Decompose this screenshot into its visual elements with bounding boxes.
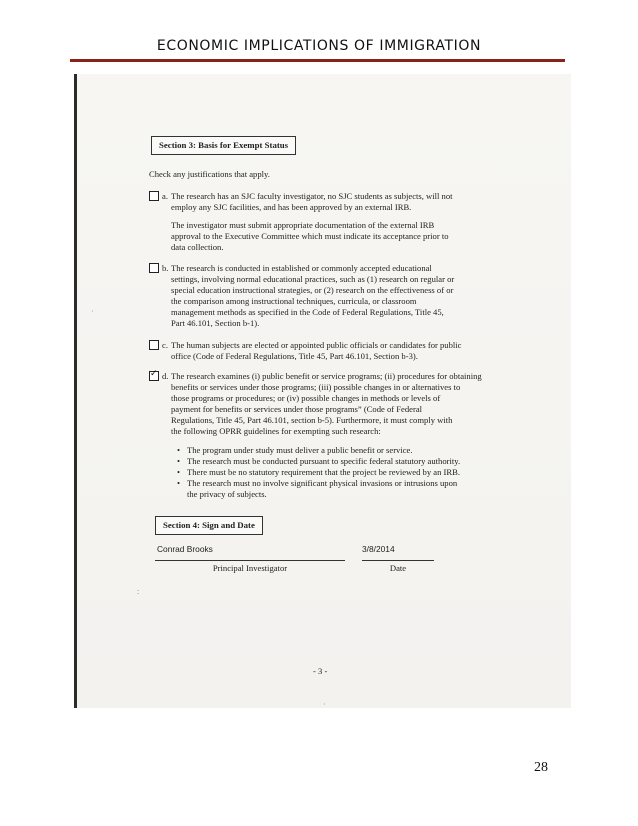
scanned-form-content — [77, 74, 571, 708]
header-rule — [70, 59, 565, 62]
scanned-form-image — [74, 74, 571, 708]
checkbox-b[interactable] — [149, 263, 159, 273]
sign-date: 3/8/2014 — [362, 544, 395, 554]
oprr-guidelines-list — [177, 445, 460, 500]
date-caption: Date — [389, 563, 407, 573]
checkbox-c[interactable] — [149, 340, 159, 350]
item-b-text: The research is conducted in established or commonly accepted educational settings, involving normal educational practices, such as (1) research on regular or special education instructional strategies, or (2) research on the effectiveness of or the comparison among instructional techniques, curricula, or classroom management methods as specified in the Code of Federal Regulations, Title 45, Part 46.101, Section b-1). — [171, 263, 455, 328]
guideline-item: • The research must no involve significant physical invasions or intrusions upon the privacy of subjects. — [177, 478, 460, 500]
guideline-item: • The research must be conducted pursuant to specific federal statutory authority. — [177, 456, 460, 467]
scan-page-label: - 3 - — [313, 666, 328, 676]
item-c-letter: c. — [162, 340, 168, 350]
checkbox-a[interactable] — [149, 191, 159, 201]
instructions-text: Check any justifications that apply. — [149, 169, 270, 179]
signature-line — [155, 560, 345, 561]
scan-speck: · — [323, 700, 326, 709]
section4-title-box — [155, 516, 263, 535]
guideline-item: • There must be no statutory requirement that the project be reviewed by an IRB. — [177, 467, 460, 478]
section3-title-box — [151, 136, 296, 155]
date-line — [362, 560, 434, 561]
running-head: ECONOMIC IMPLICATIONS OF IMMIGRATION — [156, 38, 482, 54]
page-number: 28 — [534, 760, 548, 775]
checkbox-d[interactable] — [149, 371, 159, 381]
item-d-letter: d. — [162, 371, 169, 381]
item-a-text: The research has an SJC faculty investigator, no SJC students as subjects, will not employ any SJC facilities, and has been approved by an external IRB. — [171, 191, 453, 212]
section3-title: Section 3: Basis for Exempt Status — [159, 140, 289, 150]
scan-speck: : — [137, 587, 140, 596]
guideline-item: • The program under study must deliver a public benefit or service. — [177, 445, 460, 456]
item-d-text: The research examines (i) public benefit or service programs; (ii) procedures for obtaining benefits or services under those programs; (iii) possible changes in or alternatives to those programs or procedures; or (iv) possible changes in methods or levels of payment for benefits or services under those programs” (Code of Federal Regulations, Title 45, Part 46.101, section b-5). Furthermore, it must comply with the following OPRR guidelines for exempting such research: — [171, 371, 482, 436]
item-b-letter: b. — [162, 263, 169, 273]
item-c-text: The human subjects are elected or appointed public officials or candidates for public office (Code of Federal Regulations, Title 45, Part 46.101, Section b-3). — [171, 340, 462, 361]
item-a-letter: a. — [162, 191, 168, 201]
scan-speck: · — [91, 307, 94, 316]
section4-title: Section 4: Sign and Date — [163, 520, 255, 530]
signer-name: Conrad Brooks — [157, 544, 213, 554]
pi-caption: Principal Investigator — [212, 563, 288, 573]
item-a-note: The investigator must submit appropriate documentation of the external IRB approval to the Executive Committee which must indicate its acceptance prior to data collection. — [171, 220, 449, 252]
